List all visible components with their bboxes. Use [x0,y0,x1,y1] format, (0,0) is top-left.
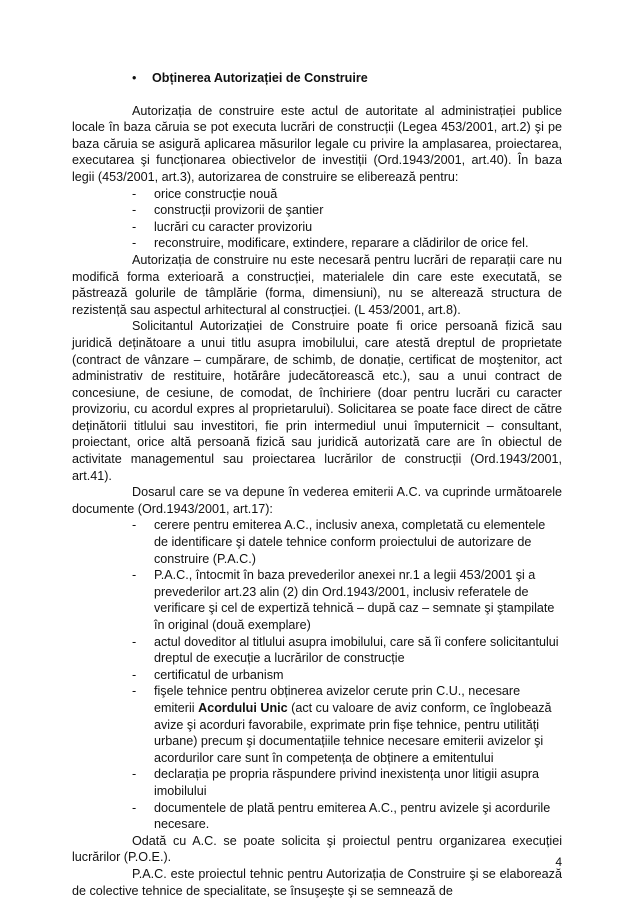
list-item-text: declarația pe propria răspundere privind inexistența unor litigii asupra imobilului [154,767,540,798]
section-title: Obținerea Autorizației de Construire [152,71,368,85]
dash-mark: - [132,800,137,815]
dash-mark: - [132,684,137,699]
dash-mark: - [132,203,137,218]
page-number: 4 [555,855,562,869]
dash-mark: - [132,186,137,201]
list-construction-types [72,186,562,252]
list-item-text-before: fişele tehnice pentru obținerea avizelor cerute prin C.U., necesare emiterii [154,684,521,715]
paragraph-pac: P.A.C. este proiectul tehnic pentru Autorizația de Construire şi se elaborează de colective tehnice de specialitate, se însuşeşte şi se semnează de [72,866,562,898]
dash-mark: - [132,568,137,583]
page-content [72,70,562,899]
list-item-text: construcții provizorii de şantier [154,203,324,218]
list-item-text: documentele de plată pentru emiterea A.C., pentru avizele şi acordurile necesare. [154,800,551,832]
list-item [72,186,562,203]
list-item-text: P.A.C., întocmit în baza prevederilor anexei nr.1 a legii 453/2001 şi a prevederilor art.23 alin (2) din Ord.1943/2001, inclusiv referatele de verificare şi cel de expertiză tehnică – după caz – semnate şi ştampilate în original (două exemplare) [154,568,555,632]
paragraph-poe: Odată cu A.C. se poate solicita şi proiectul pentru organizarea execuției lucrărilor (P.O.E.). [72,833,562,865]
list-item-text-after: (act cu valoare de aviz conform, ce înglobează avize şi acorduri favorabile, exprimate prin fişe tehnice, pentru utilități urbane) precum şi documentațiile tehnice necesare emiterii avizelor şi acordurilor care sunt în competența de obținere a emitentului [154,700,552,765]
list-item [72,766,562,799]
paragraph-dossier: Dosarul care se va depune în vederea emiterii A.C. va cuprinde următoarele documente (Ord.1943/2001, art.17): [72,485,562,516]
bold-term-acordul-unic: Acordului Unic [198,700,288,715]
paragraph-definition: Autorizația de construire este actul de autoritate al administrației publice locale în baza căruia se pot executa lucrări de construcții (Legea 453/2001, art.2) şi pe baza căruia se asigură aplicarea măsurilor legale cu privire la amplasarea, proiectarea, executarea şi funcționarea obiectivelor de investiții (Ord.1943/2001, art.40). În baza legii (453/2001, art.3), autorizarea de construire se eliberează pentru: [72,103,562,184]
list-item-text: reconstruire, modificare, extindere, reparare a clădirilor de orice fel. [154,236,529,251]
dash-mark: - [132,634,137,649]
list-required-documents [72,517,562,832]
list-item [72,634,562,667]
list-item-text: actul doveditor al titlului asupra imobilului, care să îi confere solicitantului dreptul de execuție a lucrărilor de construcție [154,634,559,666]
section-heading [132,70,562,87]
list-item-text: orice construcție nouă [154,186,278,201]
bullet-mark: • [132,71,137,85]
list-item [72,517,562,567]
list-item [72,800,562,833]
list-item [72,667,562,684]
list-item [72,202,562,219]
list-item-text: lucrări cu caracter provizoriu [154,219,313,234]
list-item-text: cerere pentru emiterea A.C., inclusiv anexa, completată cu elementele de identificare şi datele tehnice conform proiectului de autorizare de construire (P.A.C.) [154,518,546,566]
list-item [72,683,562,766]
paragraph-exemptions: Autorizația de construire nu este necesară pentru lucrări de reparații care nu modifică forma exterioară a construcției, materialele din care este executată, se păstrează golurile de tâmplărie (forma, dimensiuni), nu se alterează structura de rezistență sau aspectul arhitectural al construcției. (L 453/2001, art.8). [72,252,562,317]
paragraph-applicant: Solicitantul Autorizației de Construire poate fi orice persoană fizică sau juridică deținătoare a unui titlu asupra imobilului, care atestă dreptul de proprietate (contract de vânzare – cumpărare, de schimb, de donație, certificat de moştenitor, act administrativ de restituire, hotărâre judecătorească etc.), sau a unui contract de concesiune, de cesiune, de comodat, de închiriere (doar pentru lucrări cu caracter provizoriu, cu acordul expres al proprietarului). Solicitarea se poate face direct de către deținătorii titlului sau investitori, fie prin intermediul unui împuternicit – consultant, proiectant, orice altă persoană fizică sau juridică autorizată care are în obiectul de activitate managementul sau proiectarea lucrărilor de construcții (Ord.1943/2001, art.41). [72,319,562,483]
dash-mark: - [132,219,137,234]
dash-mark: - [132,667,137,682]
list-item-text: certificatul de urbanism [154,667,284,682]
list-item [72,567,562,633]
dash-mark: - [132,236,137,251]
list-item [72,219,562,236]
dash-mark: - [132,767,137,782]
list-item [72,235,562,252]
dash-mark: - [132,518,137,533]
